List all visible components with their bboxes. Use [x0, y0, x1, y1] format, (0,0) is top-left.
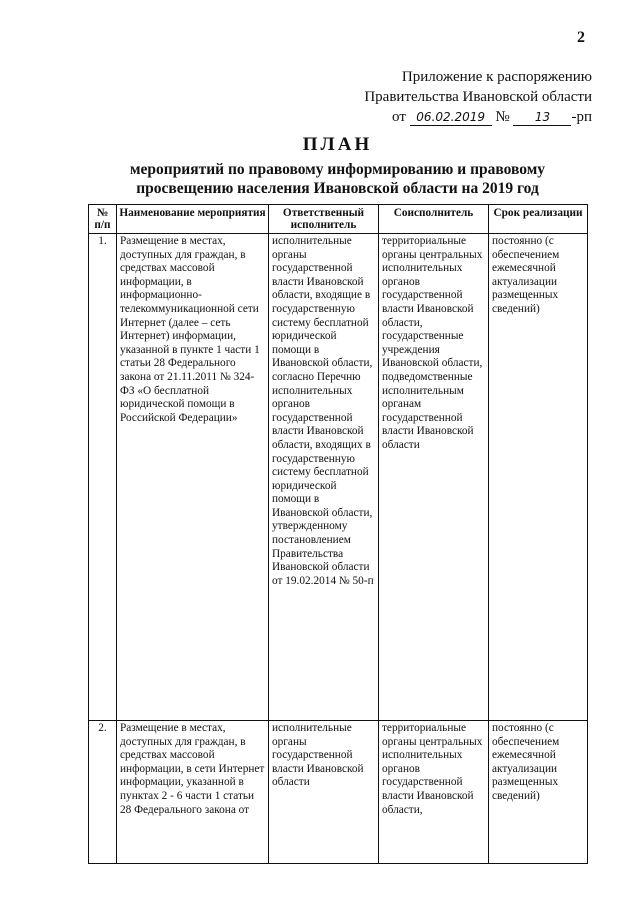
- header-responsible: Ответственный исполнитель: [269, 205, 379, 234]
- header-term: Срок реализации: [489, 205, 588, 234]
- appendix-header: [340, 67, 592, 127]
- row-term: постоянно (с обеспечением ежемесячной актуализации размещенных сведений): [489, 234, 588, 721]
- handwritten-date: 06.02.2019: [410, 110, 492, 126]
- row-term-text: постоянно (с обеспечением ежемесячной актуализации размещенных сведений): [492, 722, 560, 802]
- table-row: [89, 721, 588, 864]
- header-num: № п/п: [89, 205, 117, 234]
- appendix-line-2: Правительства Ивановской области: [364, 89, 592, 105]
- row-coexecutor: [379, 721, 489, 864]
- row-name: Размещение в местах, доступных для граждан, в средствах массовой информации, в информационно-телекоммуникационной сети Интернет (далее – сеть Интернет) информации, указанной в пункте 1 части 1 статьи 28 Федерального закона от 21.11.2011 № 324-ФЗ «О бесплатной юридической помощи в Российской Федерации»: [117, 234, 269, 721]
- plan-table: [88, 204, 588, 864]
- row-number: 1.: [89, 234, 117, 721]
- row-responsible: [269, 721, 379, 864]
- row-number: 2.: [89, 721, 117, 864]
- row-term: [489, 721, 588, 864]
- header-name: Наименование мероприятия: [117, 205, 269, 234]
- appendix-line-1: Приложение к распоряжению: [401, 69, 592, 85]
- handwritten-number: 13: [513, 110, 571, 126]
- table-row: [89, 234, 588, 721]
- title-block: [100, 134, 575, 198]
- appendix-date-line: [340, 107, 592, 127]
- row-name-text: Размещение в местах, доступных для граждан, в средствах массовой информации, в сети Интернет информации, указанной в пунктах 2 - 6 части 1 статьи 28 Федерального закона от: [120, 722, 265, 816]
- header-coexecutor: Соисполнитель: [379, 205, 489, 234]
- row-coexecutor-text: территориальные органы центральных исполнительных органов государственной власти Ивановской области,: [382, 722, 483, 816]
- plan-subtitle: мероприятий по правовому информированию и правовому просвещению населения Ивановской области на 2019 год: [129, 161, 546, 197]
- number-suffix: -рп: [571, 109, 592, 125]
- row-responsible-text: исполнительные органы государственной власти Ивановской области: [272, 722, 364, 789]
- plan-title: ПЛАН: [302, 134, 373, 155]
- row-coexecutor: территориальные органы центральных исполнительных органов государственной власти Ивановской области, государственные учреждения Ивановской области, подведомственные исполнительным органам государственной власти Ивановской области: [379, 234, 489, 721]
- page-number: 2: [577, 29, 585, 46]
- table-header-row: [89, 205, 588, 234]
- number-sign: №: [495, 109, 510, 125]
- row-responsible: исполнительные органы государственной власти Ивановской области, входящие в государственную систему бесплатной юридической помощи в Ивановской области, согласно Перечню исполнительных органов государственной власти Ивановской области, входящих в государственную систему бесплатной юридической помощи в Ивановской области, утвержденному постановлением Правительства Ивановской области от 19.02.2014 № 50-п: [269, 234, 379, 721]
- row-name: [117, 721, 269, 864]
- date-prefix: от: [392, 109, 406, 125]
